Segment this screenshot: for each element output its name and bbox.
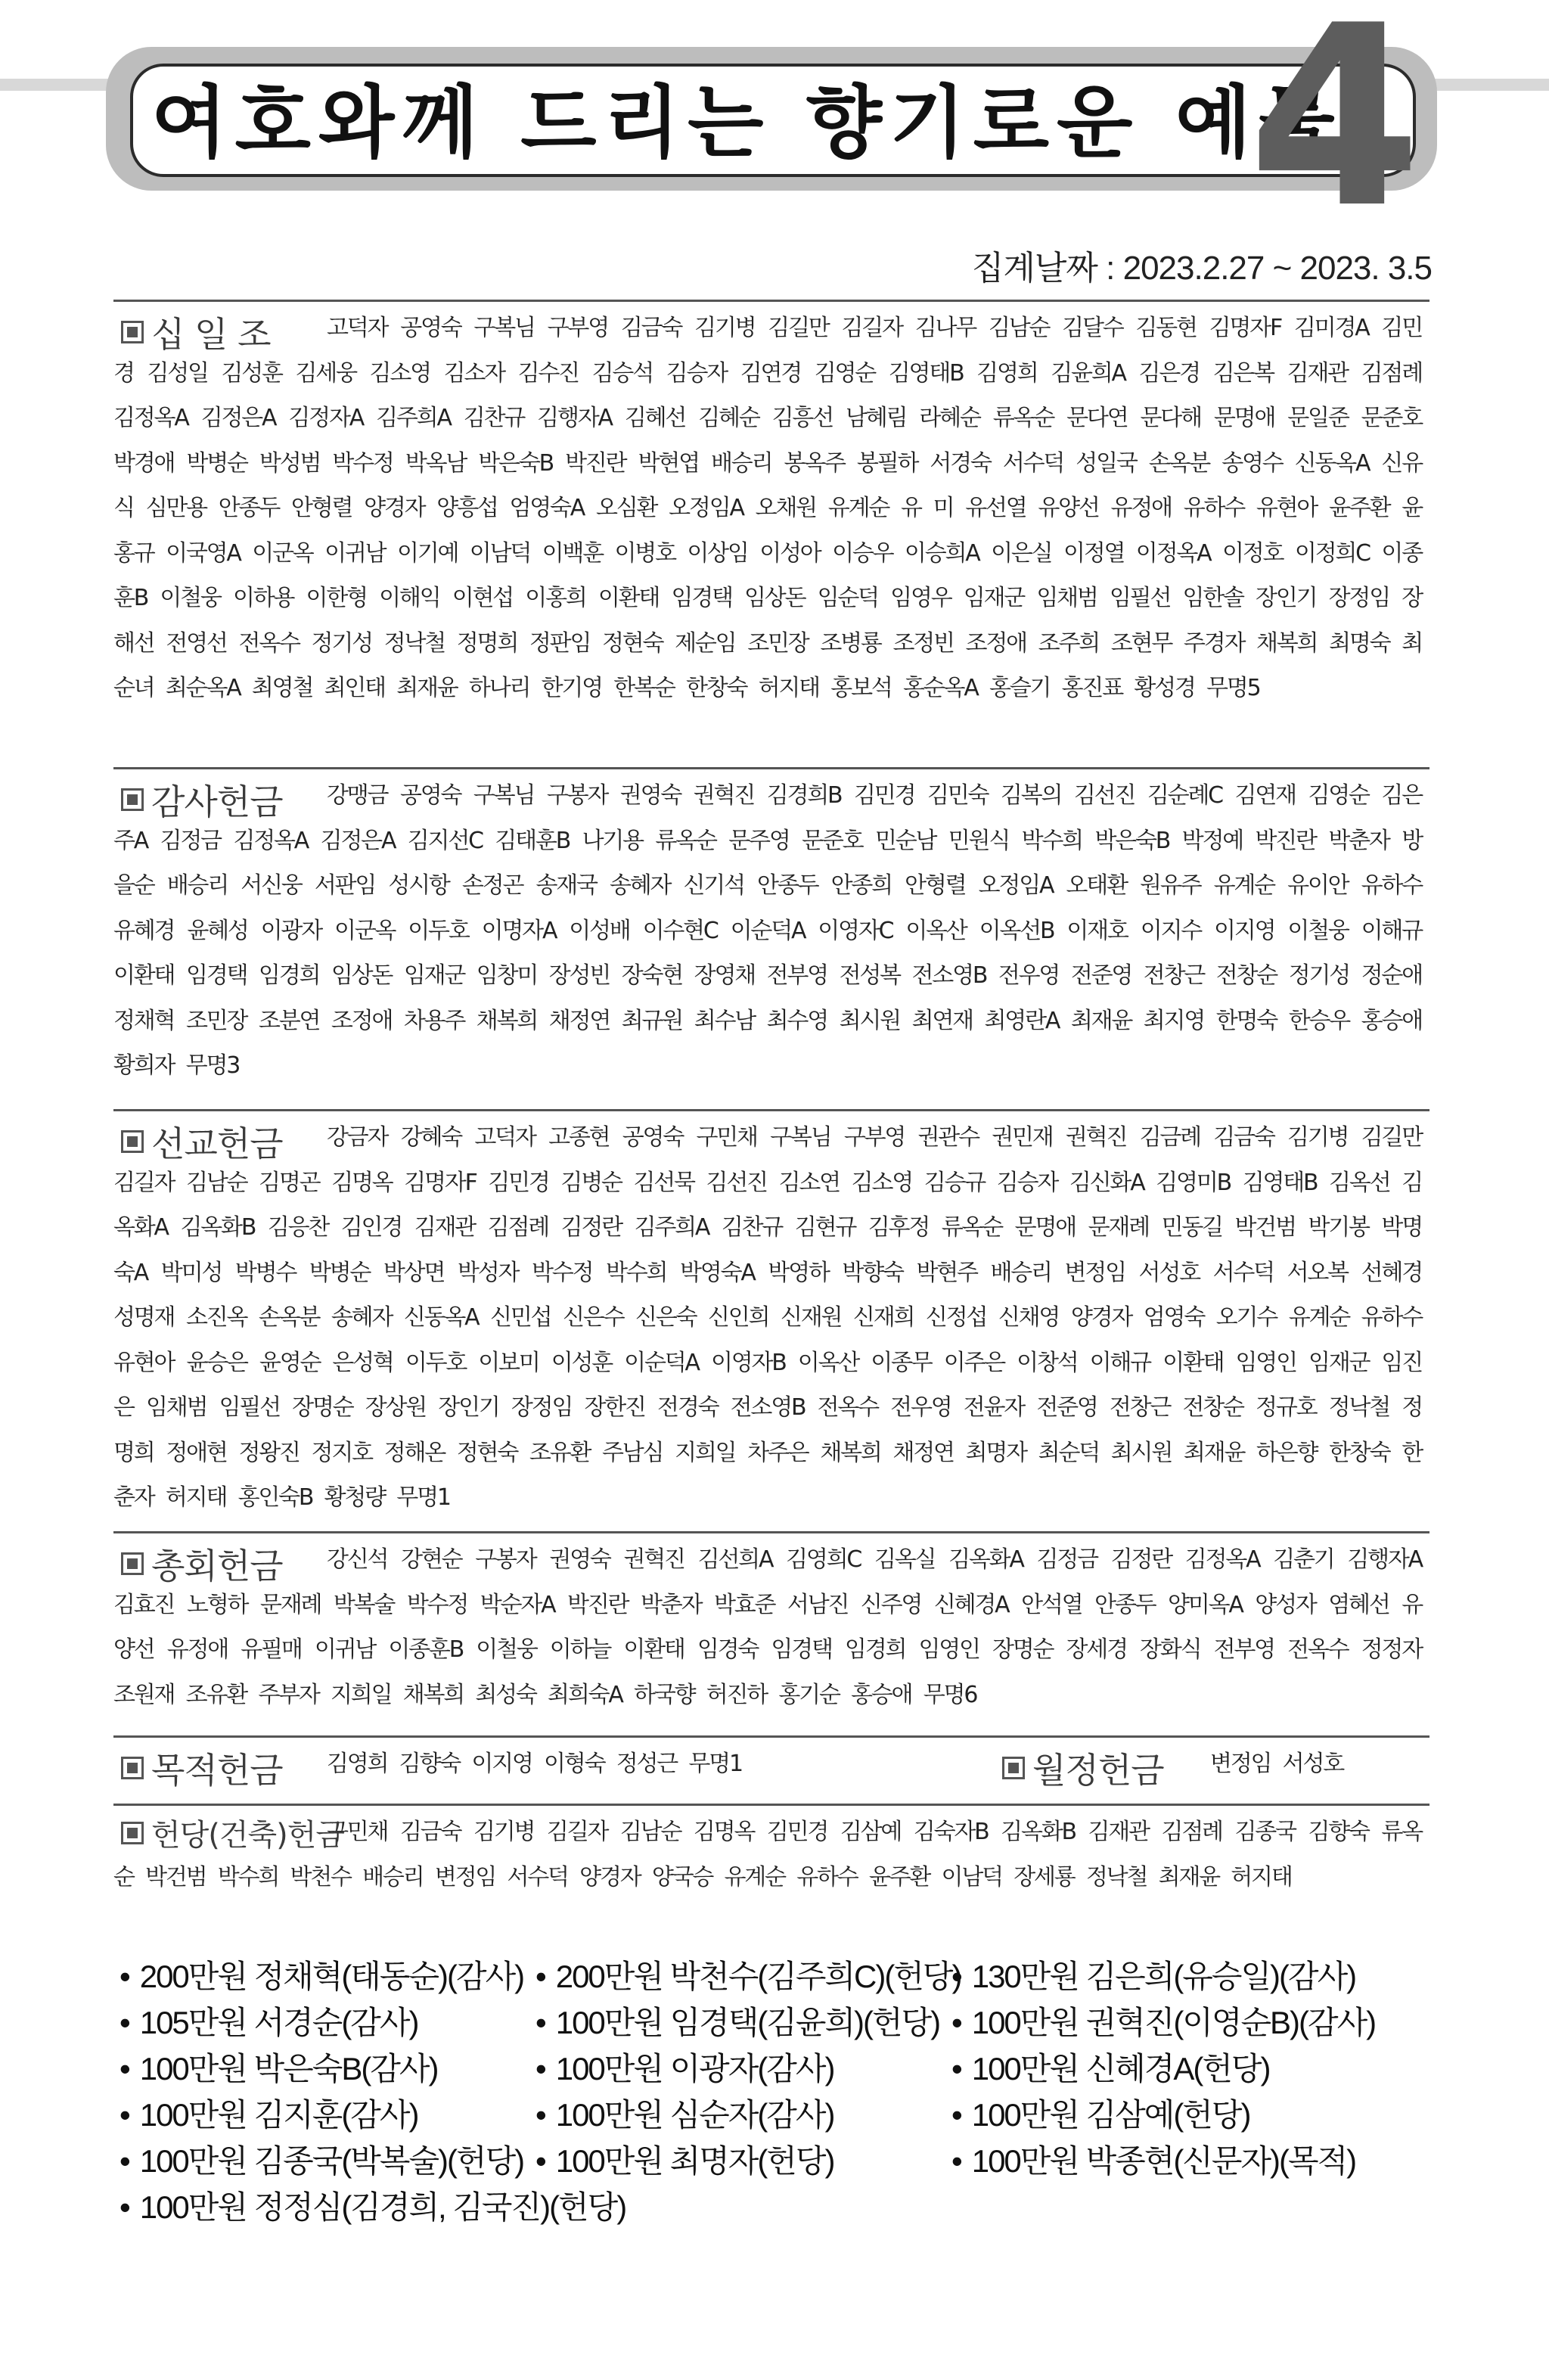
name-list: 고덕자 공영숙 구복님 구부영 김금숙 김기병 김길만 김길자 김나무 김남순 김달수 김동현 김명자F 김미경A 김민경 김성일 김성훈 김세웅 김소영 김소자 김수진 김승석 김승자 김연경 김영순 김영태B 김영희 김윤희A 김은경 김은복 김재관 김점례 김정옥A 김정은A 김정자A 김주희A 김찬규 김행자A 김혜선 김혜순 김흥선 남혜림 라혜순 류옥순 문다연 문다해 문명애 문일준 문준호 박경애 박병순 박성범 박수정 박옥남 박은숙B 박진란 박현엽 배승리 봉옥주 봉필하 서경숙 서수덕 성일국 손옥분 송영수 신동옥A 신유식 심만용 안종두 안형렬 양경자 양흥섭 엄영숙A 오심환 오정임A 오채원 유계순 유 미 유선열 유양선 유정애 유하수 유현아 윤주환 윤홍규 이국영A 이군옥 이귀남 이기예 이남덕 이백훈 이병호 이상임 이성아 이승우 이승희A 이은실 이정열 이정옥A 이정호 이정희C 이종훈B 이철웅 이하용 이한형 이해익 이현섭 이홍희 이환태 임경택 임상돈 임순덕 임영우 임재군 임채범 임필선 임한솔 장인기 장정임 장해선 전영선 전옥수 정기성 정낙철 정명희 정판임 정현숙 제순임 조민장 조병룡 조정빈 조정애 조주희 조현무 주경자 채복희 최명숙 최순녀 최순옥A 최영철 최인태 최재윤 하나리 한기영 한복순 한창숙 허지태 홍보석 홍순옥A 홍슬기 홍진표 황성경 무명5 [113, 315, 1422, 701]
section-label [121, 307, 271, 357]
donation-item: • 100만원 심순자(감사) [535, 2092, 951, 2138]
page-number: 4 [1248, 0, 1414, 263]
section-label-text: 십 일 조 [151, 314, 271, 355]
section-label [121, 1117, 283, 1167]
name-list: 김영희 김향숙 이지영 이형숙 정성근 무명1 [327, 1751, 742, 1777]
name-list: 구민채 김금숙 김기병 김길자 김남순 김명옥 김민경 김삼예 김숙자B 김옥화B 김재관 김점례 김종국 김향숙 류옥순 박건범 박수희 박천수 배승리 변정임 서수덕 양경자 양국승 유계순 유하수 윤주환 이남덕 장세룡 정낙철 최재윤 허지태 [113, 1819, 1422, 1891]
section-building [113, 1804, 1429, 1900]
donation-item: • 100만원 김삼예(헌당) [951, 2092, 1405, 2138]
section-label-text: 목적헌금 [151, 1750, 283, 1791]
square-bullet-icon [121, 1822, 144, 1844]
section-label [1002, 1743, 1164, 1793]
donation-item: • 100만원 권혁진(이영순B)(감사) [951, 1999, 1405, 2046]
section-general-assembly [113, 1531, 1429, 1717]
header-right-rule [1422, 79, 1549, 91]
section-label-text: 감사헌금 [151, 781, 283, 822]
donation-item: • 100만원 박종현(신문자)(목적) [951, 2138, 1405, 2184]
donation-item: • 130만원 김은희(유승일)(감사) [951, 1953, 1405, 1999]
section-tithe [113, 300, 1429, 711]
page-title: 여호와께 드리는 향기로운 예물 [151, 76, 1343, 169]
donation-item: • 105만원 서경순(감사) [120, 1999, 535, 2046]
square-bullet-icon [121, 788, 144, 811]
date-range: 집계날짜 : 2023.2.27 ~ 2023. 3.5 [971, 250, 1432, 287]
donation-item: • 100만원 신혜경A(헌당) [951, 2046, 1405, 2092]
header-left-rule [0, 79, 113, 91]
donation-item: • 100만원 정정심(김경희, 김국진)(헌당) [120, 2184, 1405, 2230]
section-label [121, 775, 283, 825]
donation-item: • 200만원 박천수(김주희C)(헌당) [535, 1953, 951, 1999]
donation-item: • 200만원 정채혁(태동순)(감사) [120, 1953, 535, 1999]
section-label-text: 선교헌금 [151, 1123, 283, 1164]
donation-list [120, 1953, 1420, 2230]
donation-item: • 100만원 임경택(김윤희)(헌당) [535, 1999, 951, 2046]
section-label-text: 헌당(건축)헌금 [151, 1818, 345, 1853]
section-mission [113, 1109, 1429, 1521]
donation-item: • 100만원 최명자(헌당) [535, 2138, 951, 2184]
name-list: 강금자 강혜숙 고덕자 고종현 공영숙 구민채 구복님 구부영 권관수 권민재 권혁진 김금례 김금숙 김기병 김길만 김길자 김남순 김명곤 김명옥 김명자F 김민경 김병순 김선묵 김선진 김소연 김소영 김승규 김승자 김신화A 김영미B 김영태B 김옥선 김옥화A 김옥화B 김응찬 김인경 김재관 김점례 김정란 김주희A 김찬규 김현규 김후정 류옥순 문명애 문재례 민동길 박건범 박기봉 박명숙A 박미성 박병수 박병순 박상면 박성자 박수정 박수희 박영숙A 박영하 박향숙 박현주 배승리 변정임 서성호 서수덕 서오복 선혜경 성명재 소진옥 손옥분 송혜자 신동옥A 신민섭 신은수 신은숙 신인희 신재원 신재희 신정섭 신채영 양경자 엄영숙 오기수 유계순 유하수 유현아 윤승은 윤영순 은성혁 이두호 이보미 이성훈 이순덕A 이영자B 이옥산 이종무 이주은 이창석 이해규 이환태 임영인 임재군 임진은 임채범 임필선 장명순 장상원 장인기 장정임 장한진 전경숙 전소영B 전옥수 전우영 전윤자 전준영 전창근 전창순 정규호 정낙철 정명희 정애현 정왕진 정지호 정해온 정현숙 조유환 주남심 지희일 차주은 채복희 채정연 최명자 최순덕 최시원 최재윤 하은향 한창숙 한춘자 허지태 홍인숙B 황청량 무명1 [113, 1124, 1422, 1511]
section-label [121, 1743, 283, 1793]
section-label-text: 월정헌금 [1032, 1750, 1164, 1791]
name-list: 강신석 강현순 구봉자 권영숙 권혁진 김선희A 김영희C 김옥실 김옥화A 김정금 김정란 김정옥A 김춘기 김행자A 김효진 노형하 문재례 박복술 박수정 박순자A 박진란 박춘자 박효준 서남진 신주영 신혜경A 안석열 안종두 양미옥A 양성자 염혜선 유양선 유정애 유필매 이귀남 이종훈B 이철웅 이하늘 이환태 임경숙 임경택 임경희 임영인 장명순 장세경 장화식 전부영 전옥수 정정자 조원재 조유환 주부자 지희일 채복희 최성숙 최희숙A 하국향 허진하 홍기순 홍승애 무명6 [113, 1546, 1422, 1708]
section-thanksgiving [113, 767, 1429, 1089]
square-bullet-icon [1002, 1757, 1025, 1779]
square-bullet-icon [121, 1552, 144, 1575]
square-bullet-icon [121, 321, 144, 343]
name-list: 변정임 서성호 [1210, 1751, 1344, 1777]
section-label [121, 1811, 344, 1854]
square-bullet-icon [121, 1757, 144, 1779]
donation-item: • 100만원 박은숙B(감사) [120, 2046, 535, 2092]
donation-item: • 100만원 이광자(감사) [535, 2046, 951, 2092]
section-label [121, 1539, 283, 1589]
donation-item: • 100만원 김지훈(감사) [120, 2092, 535, 2138]
square-bullet-icon [121, 1130, 144, 1153]
section-purpose-monthly [113, 1735, 1429, 1804]
donation-item: • 100만원 김종국(박복술)(헌당) [120, 2138, 535, 2184]
section-label-text: 총회헌금 [151, 1546, 283, 1586]
name-list: 강맹금 공영숙 구복님 구봉자 권영숙 권혁진 김경희B 김민경 김민숙 김복의 김선진 김순례C 김연재 김영순 김은주A 김정금 김정옥A 김정은A 김지선C 김태훈B 나기용 류옥순 문주영 문준호 민순남 민원식 박수희 박은숙B 박정예 박진란 박춘자 방을순 배승리 서신웅 서판임 성시항 손정곤 송재국 송혜자 신기석 안종두 안종희 안형렬 오정임A 오태환 원유주 유계순 유이안 유하수 유혜경 윤혜성 이광자 이군옥 이두호 이명자A 이성배 이수현C 이순덕A 이영자C 이옥산 이옥선B 이재호 이지수 이지영 이철웅 이해규 이환태 임경택 임경희 임상돈 임재군 임창미 장성빈 장숙현 장영채 전부영 전성복 전소영B 전우영 전준영 전창근 전창순 정기성 정순애 정채혁 조민장 조분연 조정애 차용주 채복희 채정연 최규원 최수남 최수영 최시원 최연재 최영란A 최재윤 최지영 한명숙 한승우 홍승애 황희자 무명3 [113, 782, 1423, 1079]
